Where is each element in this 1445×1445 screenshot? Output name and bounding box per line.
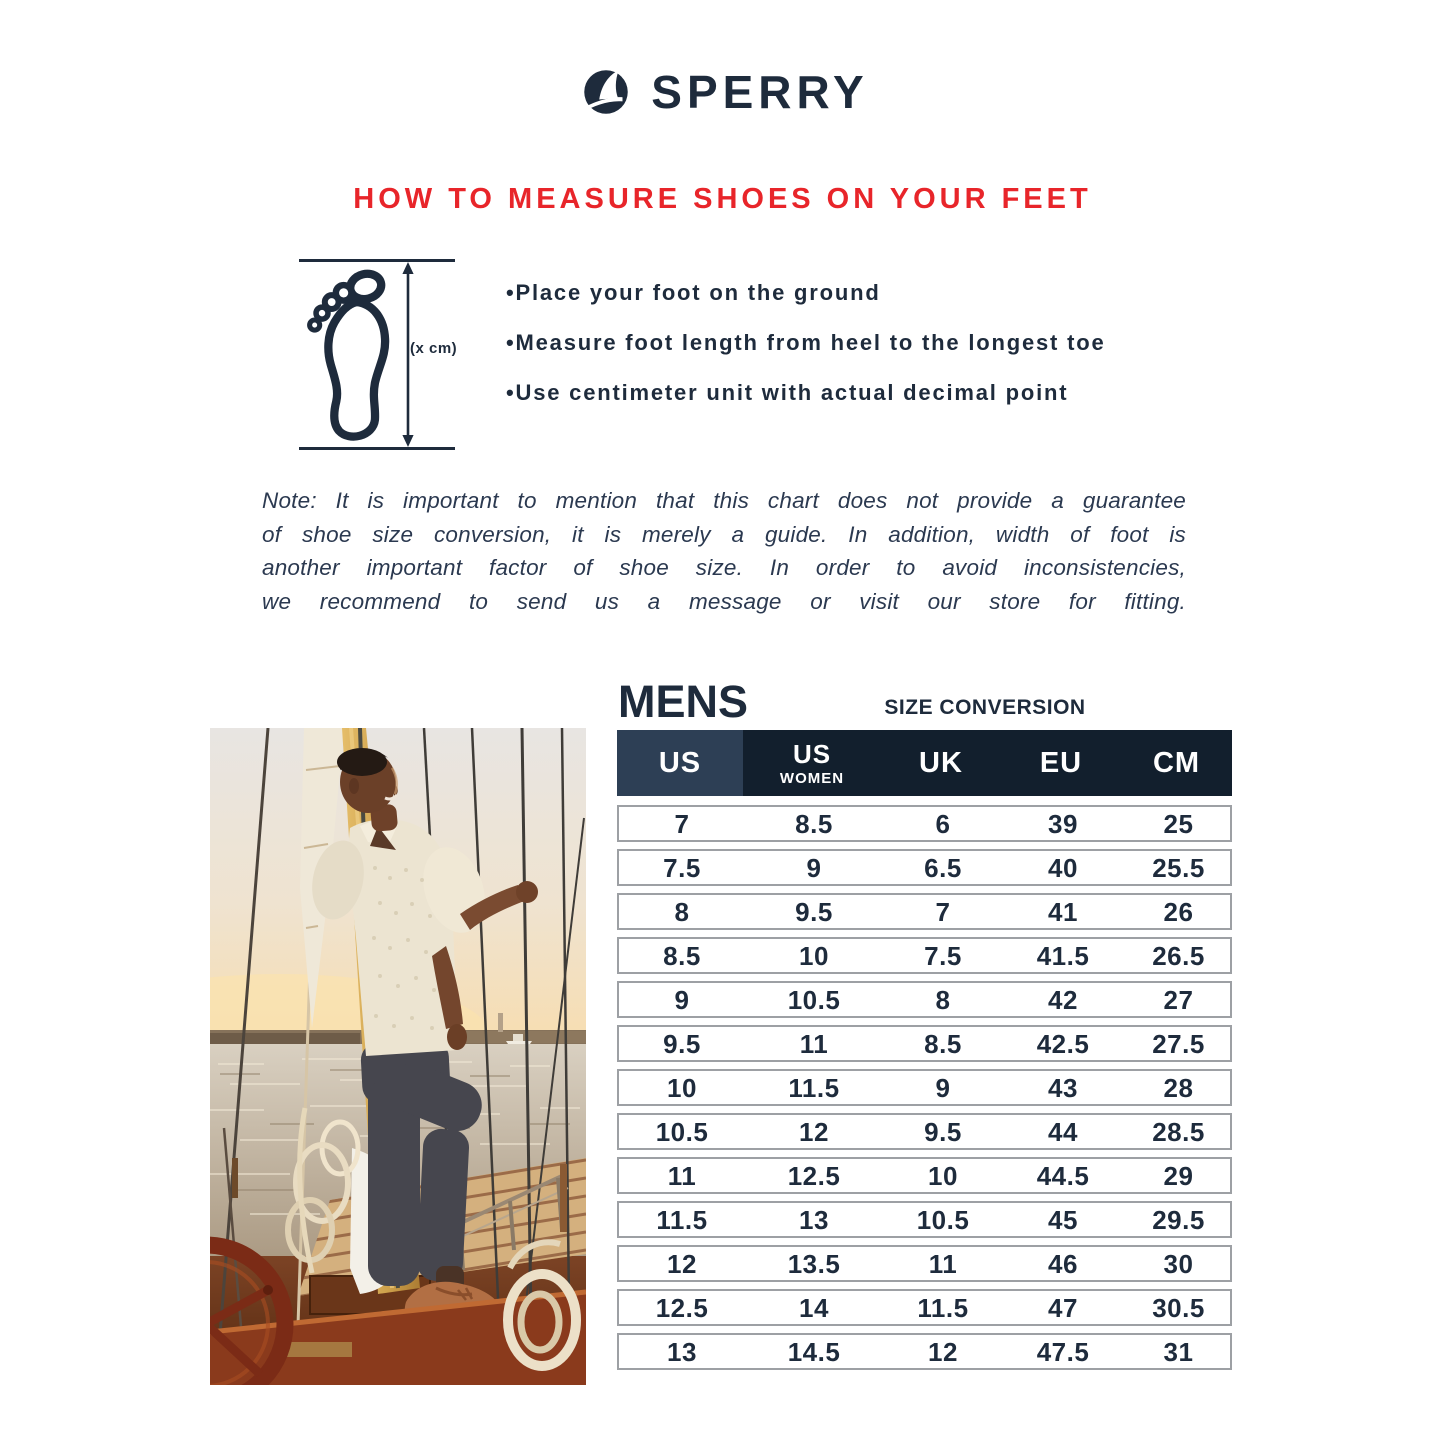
- table-row: [617, 1333, 1232, 1370]
- size-cell: 7: [935, 896, 951, 927]
- size-cell: 11: [667, 1160, 697, 1191]
- size-cell: 13.5: [787, 1248, 841, 1279]
- size-cell: 26: [1163, 896, 1194, 927]
- footprint-icon: [305, 262, 397, 447]
- size-cell: 26.5: [1152, 940, 1205, 971]
- size-cell: 11: [928, 1248, 958, 1279]
- table-row: [617, 981, 1232, 1018]
- table-row: [617, 1113, 1232, 1150]
- size-cell: 12: [799, 1116, 829, 1147]
- size-cell: 7.5: [663, 852, 701, 883]
- section-title-mens: MENS: [618, 676, 749, 727]
- size-cell: 10.5: [787, 984, 841, 1015]
- table-row: [617, 1025, 1232, 1062]
- size-cell: 9.5: [663, 1028, 701, 1059]
- size-cell: 40: [1048, 852, 1078, 883]
- note-line: Note: It is important to mention that this chart does not provide a guarantee: [262, 488, 1186, 513]
- size-cell: 44: [1048, 1116, 1078, 1147]
- table-row: [617, 1245, 1232, 1282]
- table-row: [617, 805, 1232, 842]
- size-cell: 12.5: [787, 1160, 841, 1191]
- size-cell: 10: [799, 940, 829, 971]
- table-title: SIZE CONVERSION: [884, 696, 1086, 719]
- size-cell: 9.5: [795, 896, 833, 927]
- size-cell: 9.5: [924, 1116, 962, 1147]
- size-cell: 29.5: [1152, 1204, 1205, 1235]
- note-line: another important factor of shoe size. In order to avoid inconsistencies,: [262, 555, 1186, 580]
- table-row: [617, 937, 1232, 974]
- size-cell: 6: [935, 808, 951, 839]
- size-cell: 7: [674, 808, 690, 839]
- size-table-body: [617, 805, 1232, 1370]
- size-cell: 27: [1163, 984, 1194, 1015]
- table-row: [617, 1289, 1232, 1326]
- column-header-uk: UK: [919, 746, 963, 779]
- table-row: [617, 1069, 1232, 1106]
- column-header-us: US: [617, 730, 743, 796]
- sperry-sailboat-logo-icon: [576, 62, 636, 122]
- size-cell: 30: [1163, 1248, 1194, 1279]
- size-cell: 9: [806, 852, 822, 883]
- size-cell: 6.5: [924, 852, 962, 883]
- instruction-item: •Use centimeter unit with actual decimal point: [506, 380, 1069, 405]
- column-header-eu: EU: [1039, 746, 1083, 779]
- size-cell: 8.5: [795, 808, 833, 839]
- size-cell: 45: [1048, 1204, 1078, 1235]
- instruction-item: •Place your foot on the ground: [506, 280, 881, 305]
- column-header-us-women: US WOMEN: [779, 738, 845, 787]
- size-cell: 39: [1048, 808, 1078, 839]
- size-cell: 31: [1163, 1336, 1194, 1367]
- table-titles: [617, 672, 1232, 730]
- size-cell: 29: [1163, 1160, 1194, 1191]
- size-cell: 42: [1048, 984, 1078, 1015]
- size-cell: 12: [667, 1248, 697, 1279]
- size-cell: 11.5: [788, 1072, 840, 1103]
- table-row: [617, 1157, 1232, 1194]
- size-cell: 25.5: [1152, 852, 1205, 883]
- table-row: [617, 1201, 1232, 1238]
- size-cell: 10: [667, 1072, 697, 1103]
- size-cell: 8: [674, 896, 690, 927]
- size-cell: 42.5: [1036, 1028, 1090, 1059]
- size-cell: 25: [1163, 808, 1194, 839]
- table-row: [617, 893, 1232, 930]
- size-cell: 10.5: [655, 1116, 709, 1147]
- instruction-item: •Measure foot length from heel to the longest toe: [506, 330, 1106, 355]
- size-cell: 12.5: [655, 1292, 709, 1323]
- size-cell: 27.5: [1152, 1028, 1205, 1059]
- size-cell: 43: [1048, 1072, 1078, 1103]
- lifestyle-photo: [210, 728, 586, 1385]
- size-cell: 44.5: [1036, 1160, 1090, 1191]
- size-cell: 11.5: [917, 1292, 969, 1323]
- table-row: [617, 849, 1232, 886]
- size-cell: 10: [928, 1160, 958, 1191]
- size-cell: 41.5: [1036, 940, 1090, 971]
- size-cell: 13: [799, 1204, 829, 1235]
- size-cell: 8.5: [663, 940, 701, 971]
- note-line: we recommend to send us a message or visit our store for fitting.: [262, 588, 1186, 614]
- column-header-cm: CM: [1152, 746, 1201, 779]
- note-line: of shoe size conversion, it is merely a guide. In addition, width of foot is: [262, 521, 1186, 547]
- size-cell: 8: [935, 984, 951, 1015]
- size-cell: 28.5: [1152, 1116, 1205, 1147]
- foot-measure-diagram: [299, 259, 458, 450]
- size-cell: 10.5: [916, 1204, 970, 1235]
- size-cell: 13: [667, 1336, 697, 1367]
- size-cell: 47: [1048, 1292, 1078, 1323]
- size-cell: 41: [1048, 896, 1078, 927]
- page-title: HOW TO MEASURE SHOES ON YOUR FEET: [353, 183, 1092, 215]
- size-cell: 47.5: [1036, 1336, 1090, 1367]
- size-cell: 9: [935, 1072, 951, 1103]
- instruction-list: [506, 280, 1106, 430]
- size-cell: 46: [1048, 1248, 1078, 1279]
- size-cell: 12: [928, 1336, 958, 1367]
- size-cell: 14.5: [787, 1336, 841, 1367]
- size-cell: 28: [1163, 1072, 1194, 1103]
- size-cell: 7.5: [924, 940, 962, 971]
- size-table-header: [617, 730, 1232, 796]
- size-cell: 8.5: [924, 1028, 962, 1059]
- size-cell: 11.5: [656, 1204, 708, 1235]
- size-cell: 9: [674, 984, 690, 1015]
- brand-header: [0, 62, 1445, 122]
- size-cell: 11: [799, 1028, 829, 1059]
- size-cell: 30.5: [1152, 1292, 1205, 1323]
- note-paragraph: [262, 484, 1186, 618]
- measurement-label: (x cm): [410, 340, 458, 357]
- brand-name: SPERRY: [651, 66, 869, 118]
- measure-bottom-line: [299, 447, 455, 450]
- size-cell: 14: [799, 1292, 829, 1323]
- size-conversion-section: [617, 672, 1232, 1377]
